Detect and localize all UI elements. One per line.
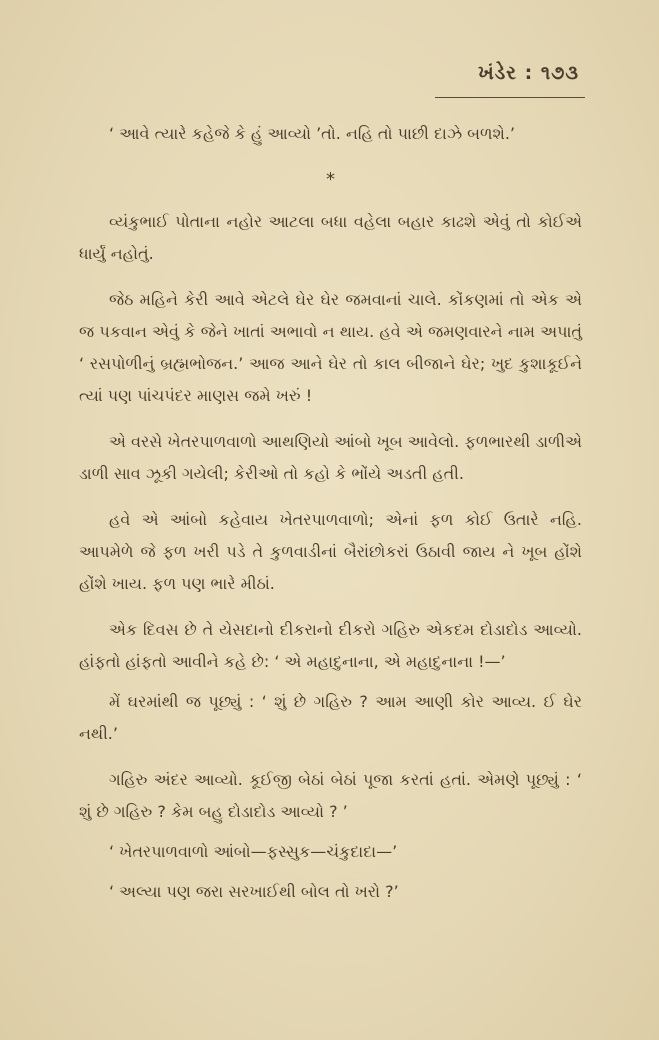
paragraph: ‘ આવે ત્યારે કહેજે કે હું આવ્યો ’તો. નહિ તો પાછી દાઝે બળશે.’ xyxy=(109,124,516,143)
paragraph: એક દિવસ છે તે યેસદાનો દીકરાનો દીકરો ગહિરુ એકદમ દોડાદોડ આવ્યો. હાંફતો હાંફતો આવીને કહે છે: ‘ એ મહાદુનાના, એ મહાદુનાના !—’ xyxy=(79,620,582,671)
body-text xyxy=(79,118,582,908)
paragraph: ગહિરુ અંદર આવ્યો. કૂઈજી બેઠાં બેઠાં પૂજા કરતાં હતાં. એમણે પૂછ્યું : ‘ શું છે ગહિરુ ? કેમ બહુ દોડાદોડ આવ્યો ? ’ xyxy=(79,770,582,821)
dialogue-line: ‘ અલ્યા પણ જરા સરખાઈથી બોલ તો ખરો ?’ xyxy=(109,882,399,901)
dialogue-line: ‘ ખેતરપાળવાળો આંબો—ફસ્સુક—ચંકુદાદા—’ xyxy=(109,842,398,861)
paragraph: વ્યંકુભાઈ પોતાના નહોર આટલા બધા વહેલા બહાર કાઢશે એવું તો કોઈએ ધાર્યું નહોતું. xyxy=(79,212,582,263)
paragraph: એ વરસે ખેતરપાળવાળો આથણિયો આંબો ખૂબ આવેલો. ફળભારથી ડાળીએ ડાળી સાવ ઝૂકી ગયેલી; કેરીઓ તો કહો કે ભોંયે અડતી હતી. xyxy=(79,432,582,483)
running-head: ખંડેર : ૧૭૩ xyxy=(478,62,579,84)
paragraph: હવે એ આંબો કહેવાય ખેતરપાળવાળો; એનાં ફળ કોઈ ઉતારે નહિ. આપમેળે જે ફળ ખરી પડે તે કુળવાડીનાં બૈરાંછોકરાં ઉઠાવી જાય ને ખૂબ હોંશે હોંશે ખાય. ફળ પણ ભારે મીઠાં. xyxy=(79,510,582,593)
section-separator: * xyxy=(326,169,335,190)
paragraph: જેઠ મહિને કેરી આવે એટલે ઘેર ઘેર જમવાનાં ચાલે. કોંકણમાં તો એક એ જ પકવાન એવું કે જેને ખાતાં અભાવો ન થાય. હવે એ જમણવારને નામ અપાતું ‘ રસપોળીનું બ્રહ્મભોજન.’ આજ આને ઘેર તો કાલ બીજાને ઘેર; ખુદ કુશાકૂઈને ત્યાં પણ પાંચપંદર માણસ જમે ખરું ! xyxy=(79,290,582,405)
paragraph: મેં ઘરમાંથી જ પૂછ્યું : ‘ શું છે ગહિરુ ? આમ આણી કોર આવ્ય. ઈ ઘેર નથી.’ xyxy=(79,692,582,743)
header-rule xyxy=(435,97,585,98)
